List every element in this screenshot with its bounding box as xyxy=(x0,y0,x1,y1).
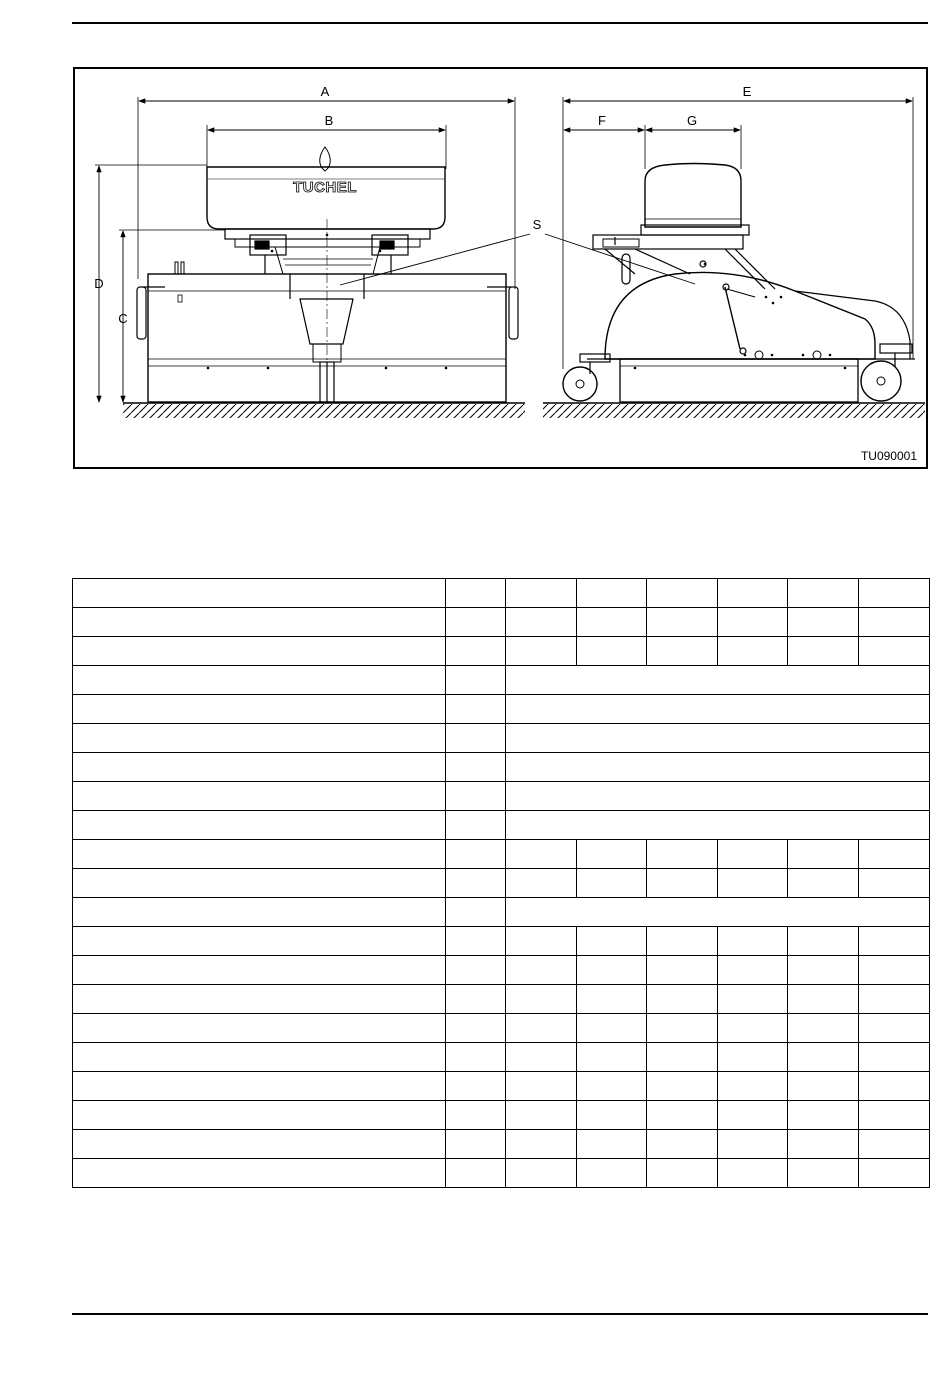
table-cell xyxy=(506,869,577,898)
table-cell xyxy=(718,1043,788,1072)
table-cell xyxy=(577,985,647,1014)
table-cell xyxy=(718,869,788,898)
table-cell xyxy=(506,608,577,637)
label-s: S xyxy=(532,217,542,232)
broom-hood-side xyxy=(605,272,875,359)
table-cell xyxy=(577,1043,647,1072)
table-row xyxy=(73,1072,930,1101)
table-row xyxy=(73,608,930,637)
table-cell xyxy=(446,579,506,608)
technical-drawing-frame xyxy=(73,67,928,469)
footer-rule xyxy=(72,1313,928,1315)
table-cell xyxy=(647,608,718,637)
table-cell xyxy=(788,840,859,869)
table-cell xyxy=(788,579,859,608)
table-row xyxy=(73,695,930,724)
broom-base-side xyxy=(620,359,858,402)
table-cell xyxy=(446,724,506,753)
table-row xyxy=(73,1043,930,1072)
table-cell xyxy=(73,869,446,898)
table-cell xyxy=(577,1101,647,1130)
table-cell xyxy=(718,956,788,985)
table-cell xyxy=(647,927,718,956)
table-cell xyxy=(647,1130,718,1159)
table-row xyxy=(73,985,930,1014)
table-cell xyxy=(859,608,930,637)
table-row xyxy=(73,869,930,898)
table-cell xyxy=(446,927,506,956)
table-cell xyxy=(73,724,446,753)
table-cell xyxy=(788,1072,859,1101)
table-row xyxy=(73,782,930,811)
hopper-side xyxy=(645,164,741,228)
table-cell xyxy=(73,753,446,782)
dimension-g-label: G xyxy=(686,113,698,128)
table-cell xyxy=(718,1159,788,1188)
table-cell xyxy=(718,579,788,608)
table-cell xyxy=(73,1014,446,1043)
table-cell xyxy=(73,666,446,695)
table-cell xyxy=(718,608,788,637)
table-cell xyxy=(446,811,506,840)
table-cell xyxy=(446,956,506,985)
caster-wheel-left xyxy=(563,367,597,401)
table-cell xyxy=(859,840,930,869)
table-cell xyxy=(577,956,647,985)
table-cell xyxy=(73,898,446,927)
table-row xyxy=(73,1130,930,1159)
label-s-leaders xyxy=(340,217,695,285)
table-cell xyxy=(859,927,930,956)
table-cell xyxy=(446,869,506,898)
table-row xyxy=(73,898,930,927)
table-cell xyxy=(788,1159,859,1188)
table-cell xyxy=(859,1072,930,1101)
table-cell xyxy=(577,1072,647,1101)
table-cell xyxy=(446,985,506,1014)
table-cell xyxy=(73,1101,446,1130)
table-cell xyxy=(577,1130,647,1159)
table-cell xyxy=(647,637,718,666)
table-cell xyxy=(788,1014,859,1043)
table-cell xyxy=(859,637,930,666)
table-cell xyxy=(446,840,506,869)
table-cell xyxy=(647,985,718,1014)
table-row xyxy=(73,840,930,869)
specification-table-body xyxy=(73,579,930,1188)
table-cell xyxy=(446,1159,506,1188)
ground-hatch-side xyxy=(543,404,925,418)
technical-drawing xyxy=(75,69,926,467)
table-cell xyxy=(577,869,647,898)
table-cell xyxy=(577,927,647,956)
table-cell xyxy=(718,840,788,869)
table-cell xyxy=(718,1130,788,1159)
table-row xyxy=(73,927,930,956)
caster-wheel-right xyxy=(861,361,901,401)
table-cell xyxy=(446,1072,506,1101)
table-cell xyxy=(506,666,930,695)
table-cell xyxy=(506,637,577,666)
table-cell xyxy=(73,695,446,724)
table-row xyxy=(73,956,930,985)
table-cell xyxy=(446,1014,506,1043)
table-cell xyxy=(647,869,718,898)
header-rule xyxy=(72,22,928,24)
table-cell xyxy=(647,1072,718,1101)
table-row xyxy=(73,724,930,753)
table-cell xyxy=(647,579,718,608)
table-cell xyxy=(647,956,718,985)
table-cell xyxy=(73,840,446,869)
table-row xyxy=(73,1159,930,1188)
table-cell xyxy=(446,666,506,695)
table-cell xyxy=(446,1130,506,1159)
table-cell xyxy=(788,637,859,666)
hopper-logo: TUCHEL xyxy=(293,179,357,196)
drawing-code: TU090001 xyxy=(860,449,917,463)
table-cell xyxy=(506,579,577,608)
table-cell xyxy=(446,753,506,782)
table-cell xyxy=(577,1159,647,1188)
table-cell xyxy=(647,1043,718,1072)
table-cell xyxy=(788,956,859,985)
table-cell xyxy=(506,898,930,927)
table-cell xyxy=(788,869,859,898)
table-cell xyxy=(73,1159,446,1188)
table-cell xyxy=(718,1014,788,1043)
table-cell xyxy=(718,927,788,956)
table-cell xyxy=(506,985,577,1014)
table-cell xyxy=(73,956,446,985)
table-cell xyxy=(859,1101,930,1130)
table-cell xyxy=(859,1014,930,1043)
table-cell xyxy=(73,1130,446,1159)
table-cell xyxy=(788,1101,859,1130)
table-row xyxy=(73,1101,930,1130)
dimension-f-label: F xyxy=(598,113,606,128)
table-cell xyxy=(859,1043,930,1072)
table-cell xyxy=(506,695,930,724)
table-cell xyxy=(446,1043,506,1072)
table-cell xyxy=(577,579,647,608)
table-cell xyxy=(859,1130,930,1159)
table-cell xyxy=(859,1159,930,1188)
table-cell xyxy=(506,840,577,869)
table-cell xyxy=(788,1130,859,1159)
table-cell xyxy=(647,1014,718,1043)
table-cell xyxy=(506,1159,577,1188)
specification-table xyxy=(72,578,930,1188)
table-cell xyxy=(73,927,446,956)
table-cell xyxy=(647,840,718,869)
side-view xyxy=(543,84,925,418)
table-cell xyxy=(506,811,930,840)
dimension-c-label: C xyxy=(118,311,128,326)
table-cell xyxy=(506,1130,577,1159)
table-cell xyxy=(647,1101,718,1130)
table-cell xyxy=(73,985,446,1014)
table-cell xyxy=(73,811,446,840)
table-cell xyxy=(506,927,577,956)
table-row xyxy=(73,579,930,608)
dimension-d-label: D xyxy=(94,276,104,291)
table-row xyxy=(73,666,930,695)
table-cell xyxy=(788,927,859,956)
table-cell xyxy=(506,1014,577,1043)
table-cell xyxy=(577,608,647,637)
table-cell xyxy=(446,1101,506,1130)
table-cell xyxy=(73,579,446,608)
table-cell xyxy=(788,985,859,1014)
table-cell xyxy=(73,637,446,666)
dimension-a-label: A xyxy=(320,84,330,99)
table-cell xyxy=(577,637,647,666)
table-cell xyxy=(718,637,788,666)
table-cell xyxy=(859,579,930,608)
table-cell xyxy=(73,608,446,637)
table-cell xyxy=(73,782,446,811)
table-cell xyxy=(506,1043,577,1072)
table-cell xyxy=(506,753,930,782)
table-cell xyxy=(859,956,930,985)
table-row xyxy=(73,753,930,782)
table-cell xyxy=(446,898,506,927)
table-cell xyxy=(718,1072,788,1101)
table-cell xyxy=(446,782,506,811)
table-row xyxy=(73,1014,930,1043)
table-cell xyxy=(506,956,577,985)
table-cell xyxy=(788,608,859,637)
table-cell xyxy=(718,1101,788,1130)
table-cell xyxy=(718,985,788,1014)
dimension-b-label: B xyxy=(324,113,334,128)
table-cell xyxy=(446,695,506,724)
table-row xyxy=(73,637,930,666)
table-cell xyxy=(73,1043,446,1072)
table-cell xyxy=(577,1014,647,1043)
ground-hatch-front xyxy=(123,404,525,418)
table-cell xyxy=(73,1072,446,1101)
table-cell xyxy=(446,608,506,637)
table-cell xyxy=(506,1101,577,1130)
hopper-front xyxy=(207,167,445,229)
table-cell xyxy=(788,1043,859,1072)
dimension-e-label: E xyxy=(742,84,752,99)
table-cell xyxy=(859,869,930,898)
table-cell xyxy=(647,1159,718,1188)
funnel-front xyxy=(300,299,353,344)
front-view xyxy=(94,84,525,418)
table-row xyxy=(73,811,930,840)
table-cell xyxy=(506,782,930,811)
table-cell xyxy=(506,724,930,753)
table-cell xyxy=(446,637,506,666)
table-cell xyxy=(577,840,647,869)
table-cell xyxy=(506,1072,577,1101)
table-cell xyxy=(859,985,930,1014)
